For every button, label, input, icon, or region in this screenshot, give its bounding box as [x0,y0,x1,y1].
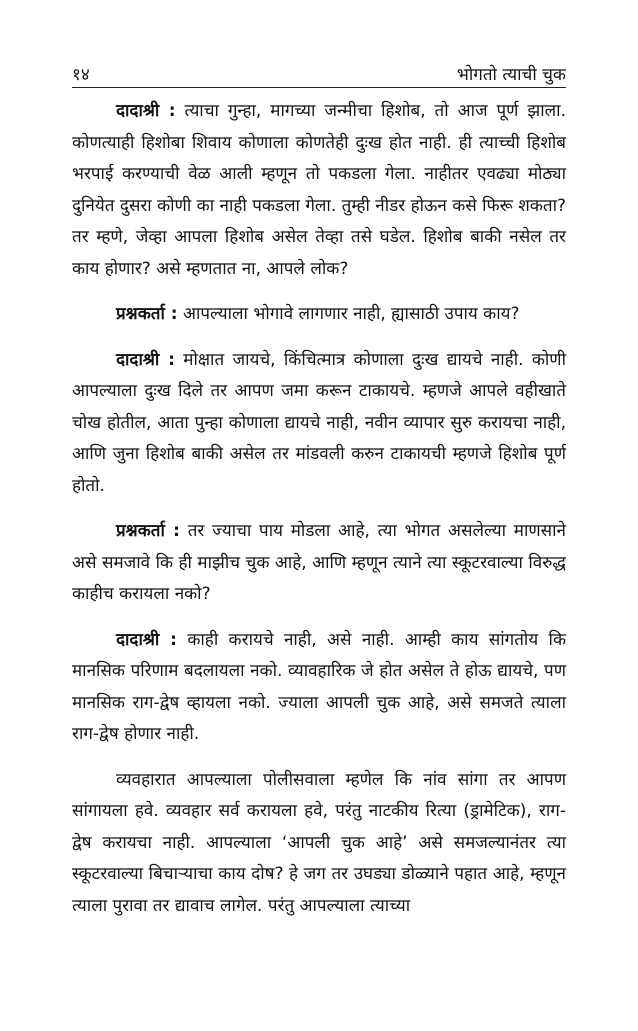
paragraph-1 [72,96,566,285]
running-title: भोगतो त्याची चुक [456,65,566,85]
paragraph-text: व्यवहारात आपल्याला पोलीसवाला म्हणेल कि नांव सांगा तर आपण सांगायला हवे. व्यवहार सर्व करायला हवे, परंतु नाटकीय रित्या (ड्रामेटिक), राग-द्वेष करायचा नाही. आपल्याला ‘आपली चुक आहे’ असे समजल्यानंतर त्या स्कूटरवाल्या बिचाऱ्याचा काय दोष? हे जग तर उघड्या डोळ्याने पहात आहे, म्हणून त्याला पुरावा तर द्यावाच लागेल. परंतु आपल्याला त्याच्या [72,769,566,916]
speaker-label: दादाश्री : [116,101,176,121]
page-header [72,56,566,86]
paragraph-text: तर ज्याचा पाय मोडला आहे, त्या भोगत असलेल्या माणसाने असे समजावे कि ही माझीच चुक आहे, आणि म्हणून त्याने त्या स्कूटरवाल्या विरुद्ध काहीच करायला नको? [72,521,566,604]
paragraph-text: आपल्याला भोगावे लागणार नाही, ह्यासाठी उपाय काय? [182,304,520,324]
paragraph-6 [72,765,566,923]
header-rule [72,87,566,88]
speaker-label: दादाश्री : [116,349,175,370]
speaker-label: प्रश्नकर्ता : [116,304,178,324]
speaker-label: प्रश्नकर्ता : [116,521,180,541]
paragraph-4 [72,516,566,611]
paragraph-text: काही करायचे नाही, असे नाही. आम्ही काय सांगतोय कि मानसिक परिणाम बदलायला नको. व्यावहारिक जे होत असेल ते होऊ द्यायचे, पण मानसिक राग-द्वेष व्हायला नको. ज्याला आपली चुक आहे, असे समजते त्याला राग-द्वेष होणार नाही. [72,629,566,744]
page-body [72,96,566,936]
speaker-label: दादाश्री : [116,629,177,650]
page-number: १४ [72,65,90,85]
paragraph-3 [72,345,566,503]
paragraph-5 [72,625,566,751]
paragraph-text: त्याचा गुन्हा, मागच्या जन्मीचा हिशोब, तो आज पूर्ण झाला. कोणत्याही हिशोबा शिवाय कोणाला कोणतेही दुःख होत नाही. ही त्याच्ची हिशोब भरपाई करण्याची वेळ आली म्हणून तो पकडला गेला. नाहीतर एवढ्या मोठ्या दुनियेत दुसरा कोणी का नाही पकडला गेला. तुम्ही नीडर होऊन कसे फिरू शकता? तर म्हणे, जेव्हा आपला हिशोब असेल तेव्हा तसे घडेल. हिशोब बाकी नसेल तर काय होणार? असे म्हणतात ना, आपले लोक? [72,101,567,279]
paragraph-text: मोक्षात जायचे, किंचित्मात्र कोणाला दुःख द्यायचे नाही. कोणी आपल्याला दुःख दिले तर आपण जमा करून टाकायचे. म्हणजे आपले वहीखाते चोख होतील, आता पुन्हा कोणाला द्यायचे नाही, नवीन व्यापार सुरु करायचा नाही, आणि जुना हिशोब बाकी असेल तर मांडवली करुन टाकायची म्हणजे हिशोब पूर्ण होतो. [72,349,566,496]
paragraph-2 [72,299,566,331]
